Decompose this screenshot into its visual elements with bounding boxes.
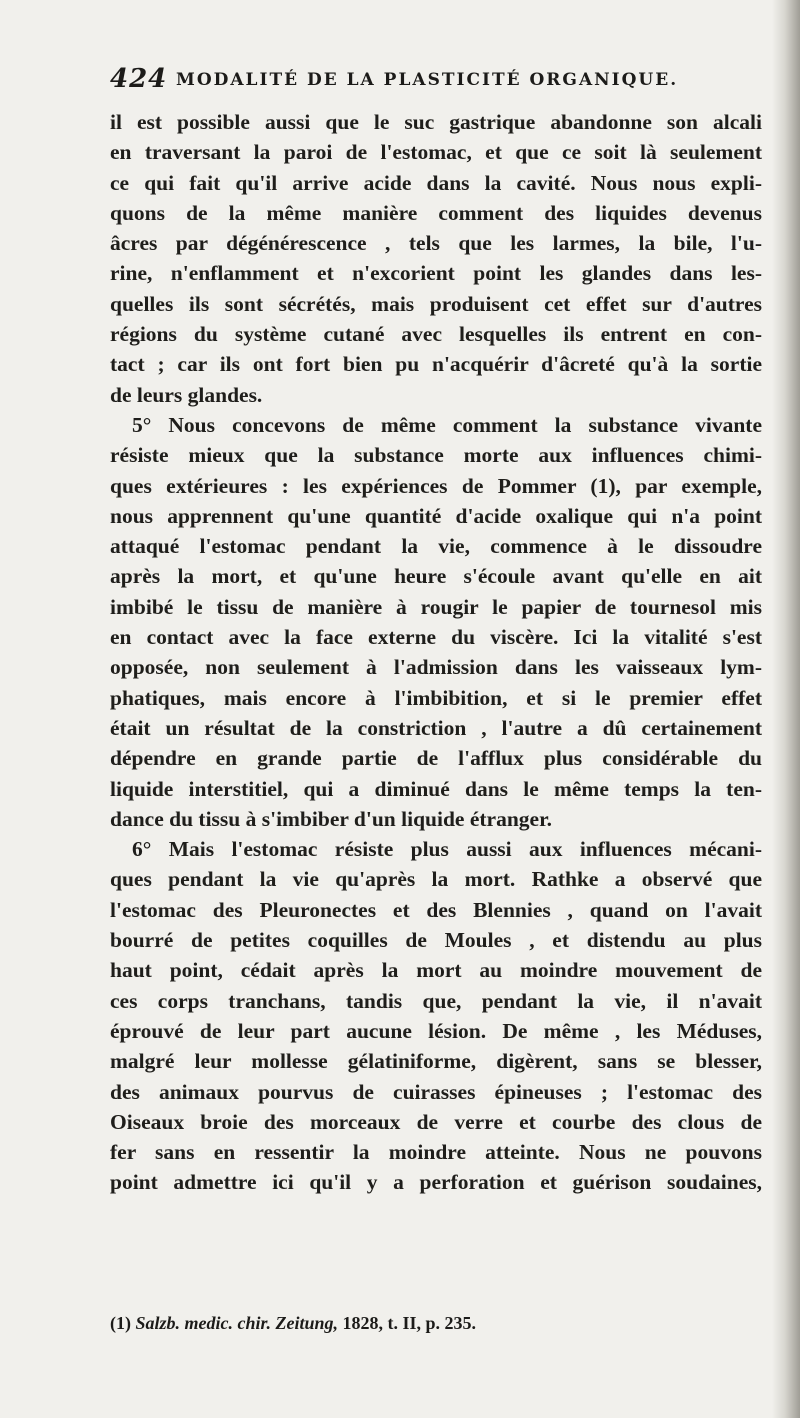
- text-line: ques pendant la vie qu'après la mort. Rathke a observé que: [110, 867, 762, 892]
- text-line: tact ; car ils ont fort bien pu n'acquérir d'âcreté qu'à la sortie: [110, 352, 762, 377]
- text-line: bourré de petites coquilles de Moules , et distendu au plus: [110, 928, 762, 953]
- text-line: en traversant la paroi de l'estomac, et que ce soit là seulement: [110, 140, 762, 165]
- text-line: haut point, cédait après la mort au moindre mouvement de: [110, 958, 762, 983]
- text-line: attaqué l'estomac pendant la vie, commence à le dissoudre: [110, 534, 762, 559]
- text-line: point admettre ici qu'il y a perforation et guérison soudaines,: [110, 1170, 762, 1195]
- page-number: 424: [110, 64, 168, 94]
- footnote-details: 1828, t. II, p. 235.: [342, 1313, 477, 1333]
- text-line: opposée, non seulement à l'admission dans les vaisseaux lym-: [110, 655, 762, 680]
- text-line: dance du tissu à s'imbiber d'un liquide étranger.: [110, 806, 553, 831]
- page-header: [110, 64, 750, 94]
- text-line: ques extérieures : les expériences de Pommer (1), par exemple,: [110, 473, 762, 498]
- running-title: MODALITÉ DE LA PLASTICITÉ ORGANIQUE.: [176, 70, 679, 90]
- text-line: des animaux pourvus de cuirasses épineuses ; l'estomac des: [110, 1079, 762, 1104]
- text-line: résiste mieux que la substance morte aux influences chimi-: [110, 443, 762, 468]
- text-line: Oiseaux broie des morceaux de verre et courbe des clous de: [110, 1109, 762, 1134]
- text-line: 5° Nous concevons de même comment la substance vivante: [132, 412, 762, 437]
- body-text: [110, 107, 762, 1198]
- text-line: régions du système cutané avec lesquelles ils entrent en con-: [110, 322, 762, 347]
- footnote-citation: Salzb. medic. chir. Zeitung,: [135, 1313, 339, 1333]
- footnote: [110, 1313, 710, 1334]
- page-edge-shadow: [772, 0, 800, 1418]
- footnote-marker: (1): [110, 1313, 131, 1333]
- text-line: liquide interstitiel, qui a diminué dans le même temps la ten-: [110, 776, 762, 801]
- text-line: après la mort, et qu'une heure s'écoule avant qu'elle en ait: [110, 564, 762, 589]
- text-line: âcres par dégénérescence , tels que les larmes, la bile, l'u-: [110, 231, 762, 256]
- text-line: phatiques, mais encore à l'imbibition, et si le premier effet: [110, 685, 762, 710]
- text-line: malgré leur mollesse gélatiniforme, digèrent, sans se blesser,: [110, 1049, 762, 1074]
- text-line: rine, n'enflamment et n'excorient point les glandes dans les-: [110, 261, 762, 286]
- text-line: éprouvé de leur part aucune lésion. De même , les Méduses,: [110, 1018, 762, 1043]
- text-line: quelles ils sont sécrétés, mais produisent cet effet sur d'autres: [110, 291, 762, 316]
- text-line: fer sans en ressentir la moindre atteinte. Nous ne pouvons: [110, 1140, 762, 1165]
- text-line: imbibé le tissu de manière à rougir le papier de tournesol mis: [110, 594, 762, 619]
- text-line: 6° Mais l'estomac résiste plus aussi aux influences mécani-: [132, 837, 762, 862]
- text-line: quons de la même manière comment des liquides devenus: [110, 200, 762, 225]
- text-line: il est possible aussi que le suc gastrique abandonne son alcali: [110, 110, 762, 134]
- text-line: ces corps tranchans, tandis que, pendant la vie, il n'avait: [110, 988, 762, 1013]
- text-line: l'estomac des Pleuronectes et des Blennies , quand on l'avait: [110, 897, 762, 922]
- text-line: dépendre en grande partie de l'afflux plus considérable du: [110, 746, 762, 771]
- text-line: en contact avec la face externe du viscère. Ici la vitalité s'est: [110, 625, 762, 650]
- text-line: de leurs glandes.: [110, 382, 263, 407]
- text-line: était un résultat de la constriction , l'autre a dû certainement: [110, 715, 762, 740]
- text-line: ce qui fait qu'il arrive acide dans la cavité. Nous nous expli-: [110, 170, 762, 195]
- text-line: nous apprennent qu'une quantité d'acide oxalique qui n'a point: [110, 503, 762, 528]
